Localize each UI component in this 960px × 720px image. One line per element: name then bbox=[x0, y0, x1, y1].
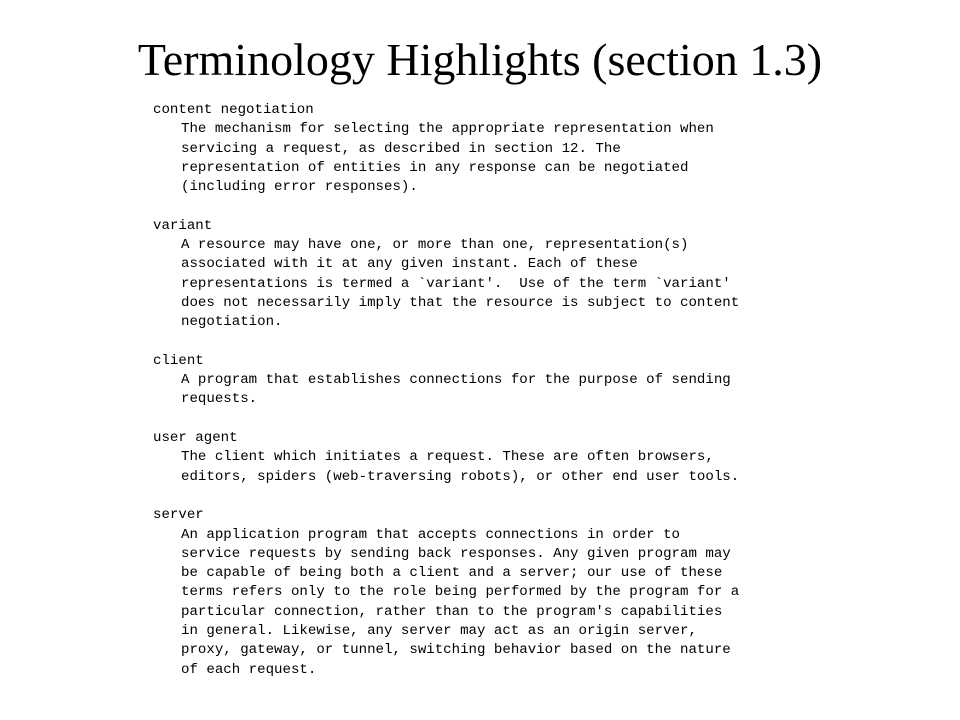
definition-line: representations is termed a `variant'. Use of the term `variant' bbox=[181, 275, 731, 292]
definition-line: servicing a request, as described in section 12. The bbox=[181, 140, 621, 157]
definition-line: representation of entities in any response can be negotiated bbox=[181, 159, 689, 176]
definition-line: requests. bbox=[181, 391, 258, 408]
definition-entry bbox=[153, 352, 833, 410]
definition-line: terms refers only to the role being performed by the program for a bbox=[181, 584, 740, 601]
definition-line: service requests by sending back responses. Any given program may bbox=[181, 545, 731, 562]
definition-entry bbox=[153, 217, 833, 333]
definition-line: be capable of being both a client and a server; our use of these bbox=[181, 565, 723, 582]
definition-line: editors, spiders (web-traversing robots), or other end user tools. bbox=[181, 468, 740, 485]
definition-line: The mechanism for selecting the appropriate representation when bbox=[181, 121, 714, 138]
definition-list bbox=[153, 101, 833, 699]
definition-line: proxy, gateway, or tunnel, switching behavior based on the nature bbox=[181, 642, 731, 659]
definition-line: negotiation. bbox=[181, 314, 283, 331]
definition-entry bbox=[153, 101, 833, 197]
definition-term: user agent bbox=[153, 430, 238, 447]
definition-line: A resource may have one, or more than one, representation(s) bbox=[181, 237, 689, 254]
definition-entry bbox=[153, 506, 833, 680]
definition-line: (including error responses). bbox=[181, 179, 418, 196]
definition-line: The client which initiates a request. These are often browsers, bbox=[181, 449, 714, 466]
definition-line: An application program that accepts connections in order to bbox=[181, 526, 680, 543]
definition-line: particular connection, rather than to the program's capabilities bbox=[181, 603, 723, 620]
definition-line: does not necessarily imply that the resource is subject to content bbox=[181, 294, 740, 311]
definition-term: server bbox=[153, 507, 204, 524]
definition-term: client bbox=[153, 352, 204, 369]
definition-term: content negotiation bbox=[153, 102, 314, 118]
definition-line: associated with it at any given instant. Each of these bbox=[181, 256, 638, 273]
definition-line: of each request. bbox=[181, 661, 317, 678]
definition-entry bbox=[153, 429, 833, 487]
definition-term: variant bbox=[153, 217, 213, 234]
definition-line: A program that establishes connections for the purpose of sending bbox=[181, 372, 731, 389]
definition-line: in general. Likewise, any server may act as an origin server, bbox=[181, 623, 697, 640]
slide-title: Terminology Highlights (section 1.3) bbox=[137, 34, 823, 85]
